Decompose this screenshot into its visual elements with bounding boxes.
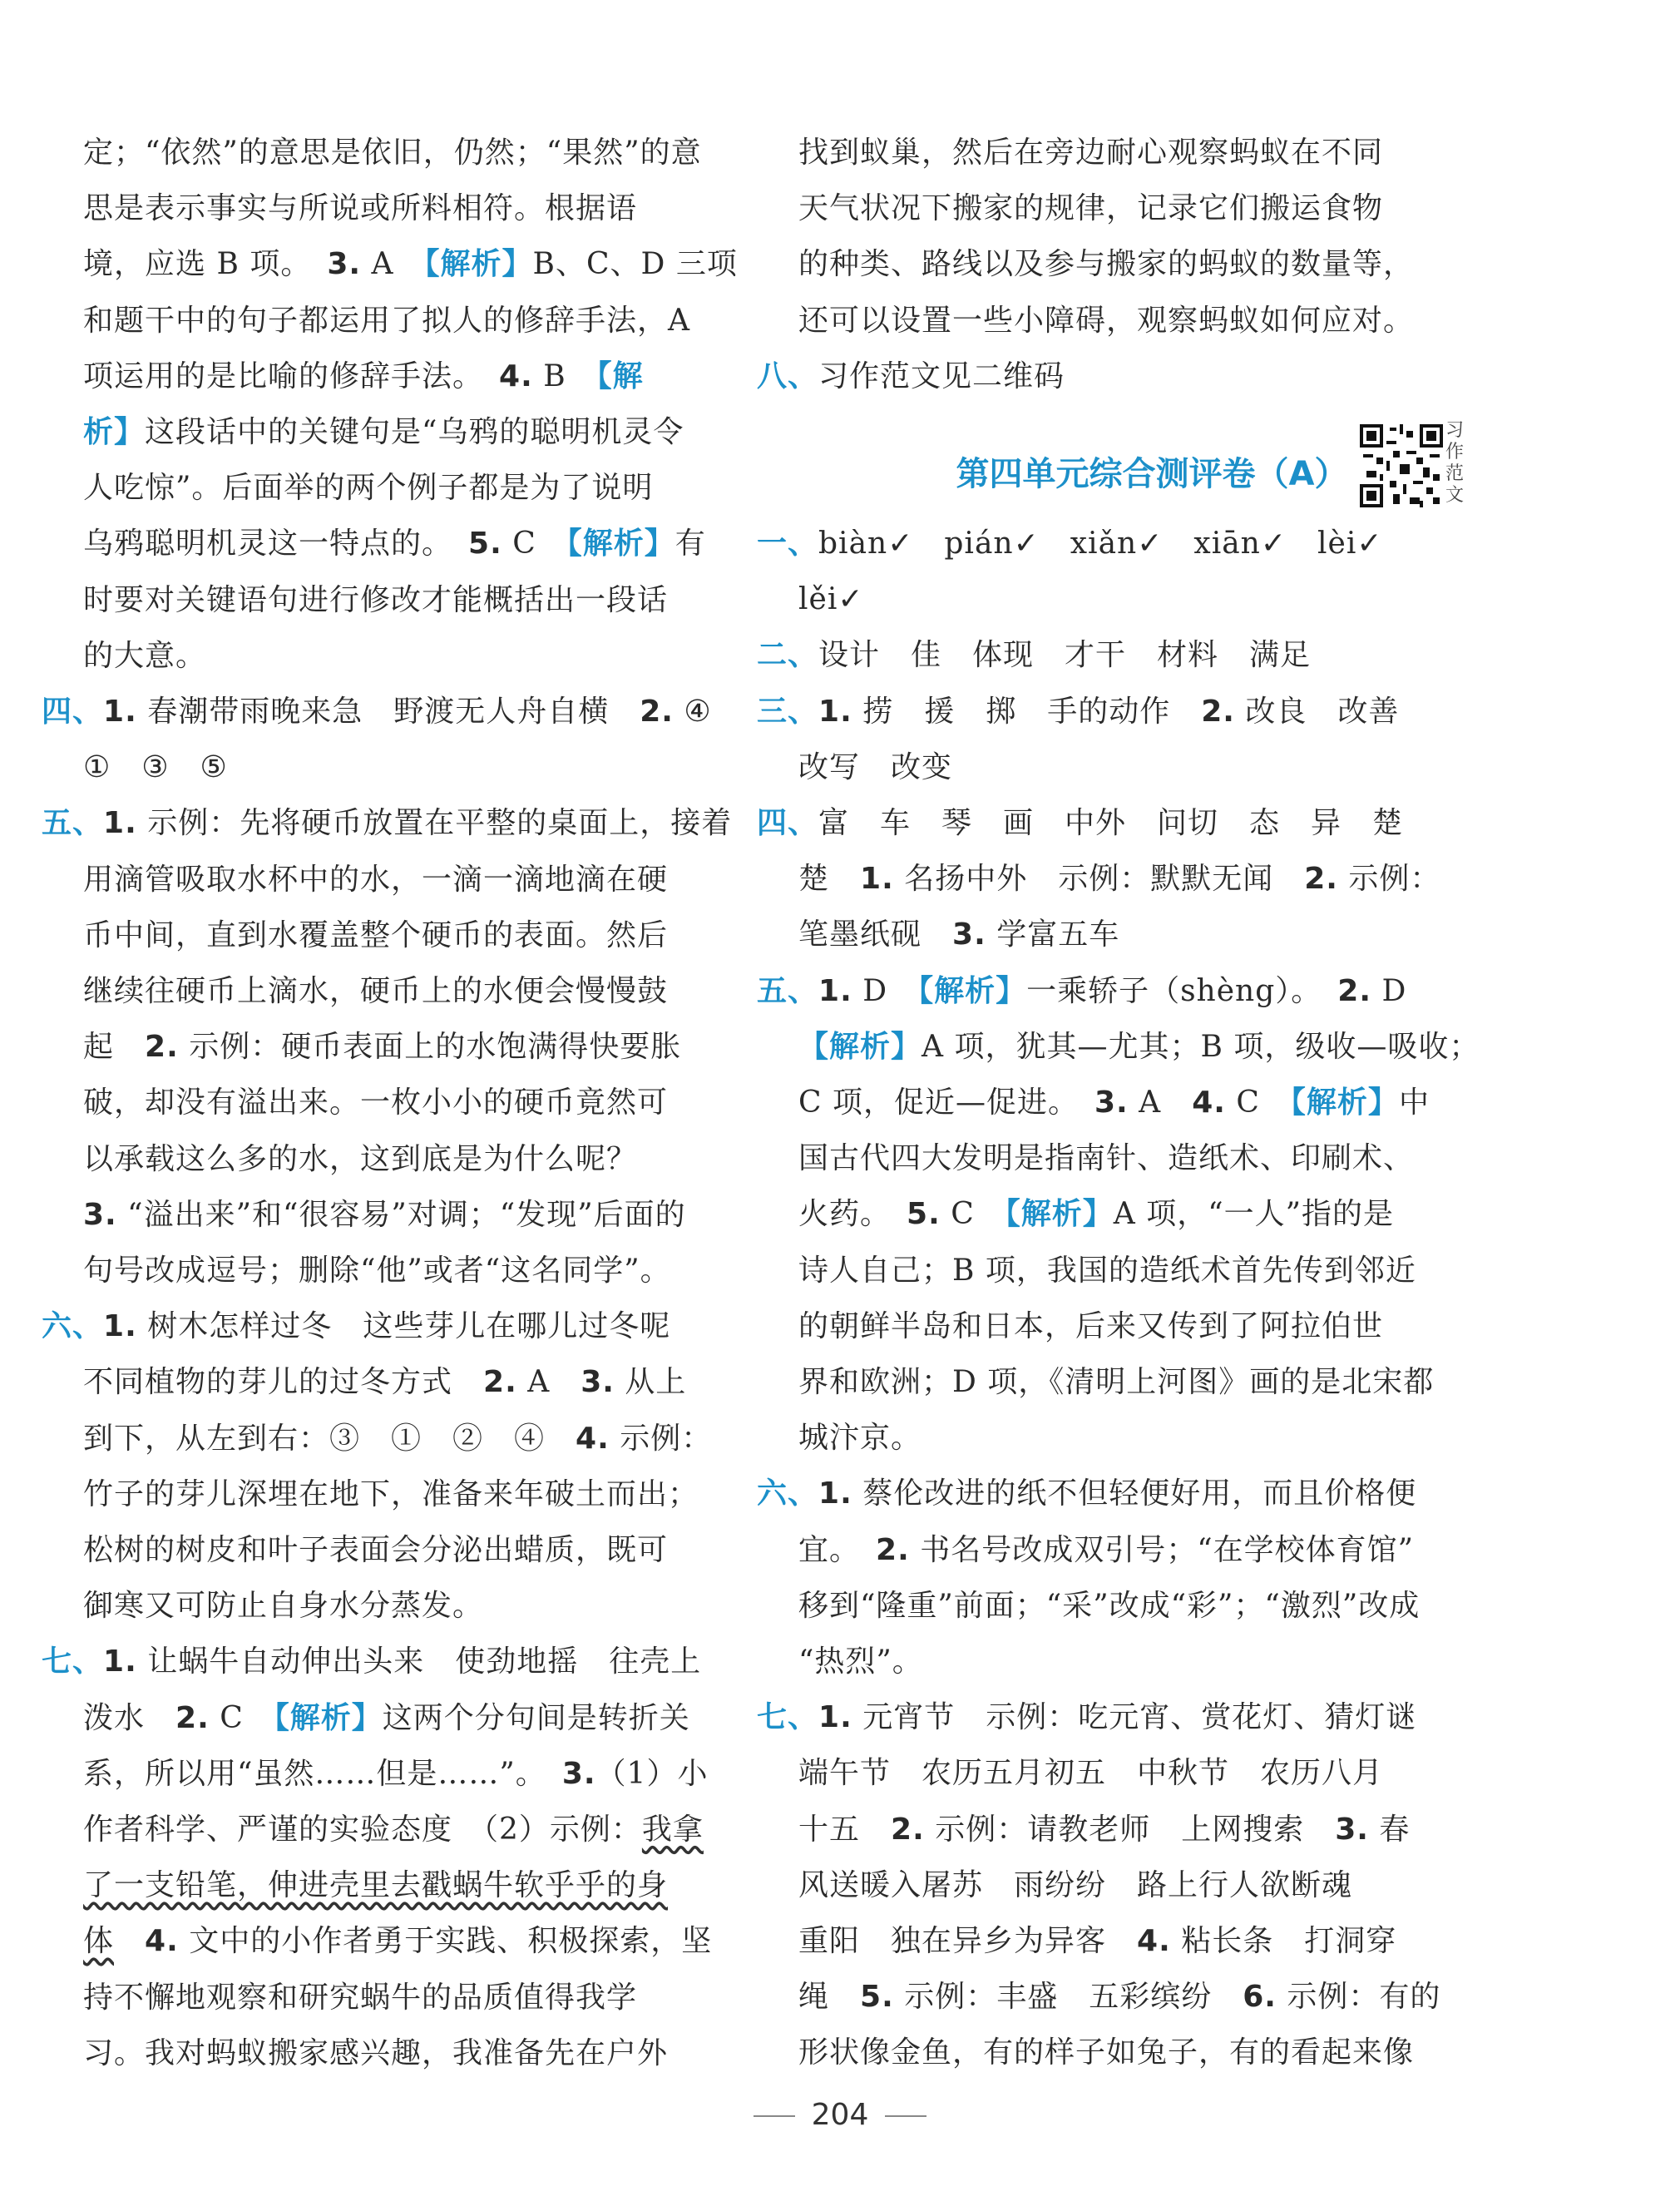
text-span: A <box>516 1365 581 1400</box>
text-span: C 项，促近—促进。 <box>798 1086 1094 1120</box>
text-line <box>83 1921 712 1961</box>
text-span: 移到“隆重”前面；“采”改成“彩”；“激烈”改成 <box>798 1588 1421 1623</box>
qr-code-icon <box>1360 424 1443 507</box>
text-span: D <box>852 973 919 1008</box>
text-span: 楚 <box>798 862 861 897</box>
text-line <box>798 1418 922 1458</box>
text-span: 诗人自己；B 项，我国的造纸术首先传到邻近 <box>798 1253 1416 1288</box>
text-span: A 项，“一人”指的是 <box>1113 1197 1395 1232</box>
item-number: 1. <box>103 806 137 841</box>
text-span: 示例：有的 <box>1276 1980 1441 2015</box>
item-number: 3. <box>952 917 986 952</box>
text-span: 笔墨纸砚 <box>798 917 953 952</box>
text-span: D <box>1371 973 1407 1008</box>
text-line <box>757 804 1403 843</box>
text-span: 用滴管吸取水杯中的水，一滴一滴地滴在硬 <box>83 862 669 897</box>
text-span: 系，所以用“虽然……但是……”。 <box>83 1756 562 1791</box>
item-number: 1. <box>103 695 137 729</box>
page-number-row <box>0 2098 1680 2132</box>
text-span: 作者科学、严谨的实验态度 （2）示例： <box>83 1813 642 1847</box>
page-number: 204 <box>811 2098 869 2132</box>
item-number: 1. <box>818 694 852 729</box>
item-number: 2. <box>876 1532 910 1567</box>
text-span: 定；“依然”的意思是依旧，仍然；“果然”的意 <box>83 136 702 170</box>
section-marker: 一、 <box>757 527 819 561</box>
text-span: “溢出来”和“很容易”对调；“发现”后面的 <box>116 1197 686 1232</box>
text-span: 继续往硬币上滴水，硬币上的水便会慢慢鼓 <box>83 974 669 1008</box>
text-span: 富 车 琴 画 中外 问切 态 异 楚 <box>818 806 1404 840</box>
text-line <box>798 1251 1416 1291</box>
item-number: 1. <box>818 1700 852 1735</box>
text-span: 币中间，直到水覆盖整个硬币的表面。然后 <box>83 917 669 952</box>
text-line <box>83 972 668 1011</box>
text-line <box>42 804 732 843</box>
text-line <box>798 915 1119 955</box>
text-line <box>757 1698 1416 1738</box>
text-span: C <box>1225 1086 1291 1120</box>
text-line <box>83 1140 637 1180</box>
text-line <box>83 1083 668 1123</box>
section-marker: 三、 <box>757 694 819 729</box>
text-line <box>83 1027 681 1067</box>
item-number: 4. <box>145 1924 179 1959</box>
analysis-tag: 【解析】 <box>274 1700 383 1735</box>
item-number: 3. <box>327 247 362 282</box>
text-span: 竹子的芽儿深埋在地下，准备来年破土而出； <box>83 1476 699 1511</box>
text-line <box>83 413 684 453</box>
text-line <box>798 301 1414 341</box>
text-line <box>757 1474 1416 1514</box>
text-line <box>83 357 644 397</box>
analysis-tag: 【解析】 <box>566 527 675 561</box>
section-marker: 四、 <box>757 806 819 840</box>
text-span: “热烈”。 <box>798 1644 923 1679</box>
text-span: 泼水 <box>83 1700 176 1735</box>
text-span: 示例：请教老师 上网搜索 <box>924 1812 1336 1847</box>
text-span: 改写 改变 <box>798 749 953 784</box>
text-span: 示例：硬币表面上的水饱满得快要胀 <box>178 1030 682 1065</box>
text-line <box>798 1810 1410 1850</box>
text-line <box>83 1419 712 1459</box>
item-number: 4. <box>1137 1924 1171 1958</box>
text-line <box>83 2034 668 2074</box>
text-span: 有 <box>674 527 706 561</box>
analysis-tag: 析】 <box>83 415 146 449</box>
text-line <box>757 524 1383 564</box>
analysis-tag: 【解析】 <box>1290 1086 1399 1120</box>
text-span: 树木怎样过冬 这些芽儿在哪儿过冬呢 <box>136 1309 671 1344</box>
text-span: 松树的树皮和叶子表面会分泌出蜡质，既可 <box>83 1533 669 1567</box>
section-title: 第四单元综合测评卷（A） <box>956 455 1348 493</box>
text-span: 还可以设置一些小障碍，观察蚂蚁如何应对。 <box>798 303 1415 338</box>
text-span: 十五 <box>798 1812 892 1847</box>
item-number: 5. <box>860 1980 894 2015</box>
item-number: 2. <box>175 1700 210 1735</box>
item-number: 2. <box>891 1812 925 1847</box>
text-span: 天气状况下搬家的规律，记录它们搬运食物 <box>798 191 1384 226</box>
text-line <box>83 581 668 621</box>
section-marker: 五、 <box>42 806 104 841</box>
analysis-tag: 【解析】 <box>424 247 533 282</box>
text-line <box>83 1586 483 1626</box>
text-line <box>798 1866 1352 1906</box>
text-line <box>83 245 738 284</box>
text-span: 御寒又可防止自身水分蒸发。 <box>83 1589 484 1624</box>
text-span: 示例：丰盛 五彩缤纷 <box>893 1980 1243 2015</box>
text-line <box>83 1195 686 1235</box>
text-line <box>798 1139 1414 1179</box>
text-span: 乌鸦聪明机灵这一特点的。 <box>83 527 469 561</box>
section-marker: 六、 <box>42 1309 104 1344</box>
text-line <box>83 1866 668 1906</box>
text-span: 国古代四大发明是指南针、造纸术、印刷术、 <box>798 1141 1415 1176</box>
text-span: 让蜗牛自动伸出头来 使劲地摇 往壳上 <box>136 1644 702 1679</box>
text-span: ① ③ ⑤ <box>83 750 228 785</box>
analysis-tag: 【解析】 <box>918 973 1027 1008</box>
text-span: 找到蚁巢，然后在旁边耐心观察蚂蚁在不同 <box>798 136 1384 170</box>
item-number: 1. <box>860 862 894 897</box>
text-line <box>83 636 206 676</box>
text-span: C <box>502 527 567 561</box>
text-line <box>83 1810 704 1850</box>
text-span: 破，却没有溢出来。一枚小小的硬币竟然可 <box>83 1086 669 1120</box>
text-line <box>83 1699 690 1738</box>
text-line <box>42 1307 670 1347</box>
analysis-tag: 【解析】 <box>798 1029 922 1064</box>
text-line <box>798 1027 1480 1067</box>
text-line <box>757 692 1399 732</box>
text-span: 体 <box>83 1924 115 1959</box>
text-span: 重阳 独在异乡为异客 <box>798 1924 1138 1958</box>
text-line <box>798 1753 1383 1793</box>
section-marker: 四、 <box>42 695 104 729</box>
text-span: 绳 <box>798 1980 861 2015</box>
text-span: 境，应选 B 项。 <box>83 247 328 282</box>
text-line <box>83 1475 699 1515</box>
text-span: 我拿 <box>641 1813 704 1847</box>
text-span: 示例： <box>609 1421 713 1456</box>
text-span: ④ <box>673 695 712 729</box>
text-span: 一乘轿子（shèng）。 <box>1026 973 1338 1008</box>
text-span: 了一支铅笔，伸进壳里去戳蜗牛软乎乎的身 <box>83 1868 669 1903</box>
text-span: 改良 改善 <box>1234 694 1400 729</box>
text-line <box>83 1251 671 1291</box>
text-span: （1）小 <box>595 1756 709 1791</box>
text-line <box>83 916 668 956</box>
text-line <box>83 748 228 788</box>
text-span: 的种类、路线以及参与搬家的蚂蚁的数量等， <box>798 247 1415 282</box>
text-span: A <box>1128 1086 1193 1120</box>
text-line <box>798 1977 1440 2017</box>
text-line <box>798 1363 1434 1402</box>
text-line <box>757 972 1406 1011</box>
text-span: A 项，犹其—尤其；B 项，级收—吸收； <box>922 1029 1480 1064</box>
item-number: 4. <box>499 359 533 393</box>
item-number: 2. <box>1337 973 1372 1008</box>
text-span: 蔡伦改进的纸不但轻便好用，而且价格便 <box>852 1476 1417 1511</box>
text-line <box>798 1921 1396 1961</box>
item-number: 1. <box>818 1476 852 1511</box>
text-line <box>757 357 1065 397</box>
item-number: 4. <box>1192 1086 1226 1120</box>
text-span: 元宵节 示例：吃元宵、赏花灯、猜灯谜 <box>852 1700 1417 1735</box>
text-span: B、C、D 三项 <box>532 247 738 282</box>
text-span: 设计 佳 体现 才干 材料 满足 <box>818 638 1312 673</box>
text-span: 捞 援 掷 手的动作 <box>852 694 1202 729</box>
text-line <box>798 1194 1394 1234</box>
text-span: 端午节 农历五月初五 中秋节 农历八月 <box>798 1756 1384 1791</box>
text-span <box>114 1924 145 1958</box>
item-number: 3. <box>83 1197 117 1232</box>
text-span: 习。我对蚂蚁搬家感兴趣，我准备先在户外 <box>83 2035 669 2070</box>
text-line <box>83 1754 708 1794</box>
qr-label: 习作范文 <box>1445 420 1465 506</box>
text-line <box>757 636 1311 675</box>
text-line <box>798 189 1383 229</box>
item-number: 1. <box>818 973 852 1008</box>
text-span: 学富五车 <box>986 917 1120 952</box>
text-span: 文中的小作者勇于实践、积极探索，坚 <box>178 1924 713 1959</box>
text-span: 人吃惊”。后面举的两个例子都是为了说明 <box>83 471 654 506</box>
item-number: 3. <box>561 1756 596 1791</box>
item-number: 2. <box>640 695 674 729</box>
text-line <box>798 245 1414 284</box>
text-line <box>798 580 864 620</box>
text-span: 这段话中的关键句是“乌鸦的聪明机灵令 <box>145 415 684 449</box>
text-span: 粘长条 打洞穿 <box>1170 1924 1397 1958</box>
text-span: 不同植物的芽儿的过冬方式 <box>83 1365 484 1400</box>
text-line <box>42 692 712 732</box>
text-span: 书名号改成双引号；“在学校体育馆” <box>909 1532 1415 1567</box>
text-line <box>83 189 637 229</box>
text-line <box>83 860 668 900</box>
item-number: 2. <box>1304 862 1338 897</box>
text-span: 的朝鲜半岛和日本，后来又传到了阿拉伯世 <box>798 1308 1384 1343</box>
text-span: 形状像金鱼，有的样子如兔子，有的看起来像 <box>798 2035 1415 2070</box>
text-span: 到下，从左到右：③ ① ② ④ <box>83 1421 576 1456</box>
text-line <box>798 1307 1383 1347</box>
item-number: 3. <box>581 1365 615 1400</box>
text-span: 名扬中外 示例：默默无闻 <box>893 862 1305 897</box>
text-line <box>83 133 702 173</box>
section-marker: 八、 <box>757 359 819 393</box>
text-line <box>798 748 952 788</box>
section-marker: 六、 <box>757 1476 819 1511</box>
analysis-tag: 【解 <box>596 359 644 393</box>
text-line <box>83 524 706 564</box>
text-span: 春 <box>1368 1812 1411 1847</box>
text-span: 和题干中的句子都运用了拟人的修辞手法，A <box>83 303 690 338</box>
item-number: 2. <box>1201 694 1235 729</box>
section-marker: 五、 <box>757 973 819 1008</box>
text-span: 火药。 <box>798 1197 907 1232</box>
text-span: 时要对关键语句进行修改才能概括出一段话 <box>83 582 669 617</box>
text-line <box>798 2033 1414 2073</box>
analysis-tag: 【解析】 <box>1005 1197 1114 1232</box>
item-number: 4. <box>576 1421 610 1456</box>
text-span: lěi✓ <box>798 582 864 617</box>
section-marker: 二、 <box>757 638 819 673</box>
text-span: 以承载这么多的水，这到底是为什么呢？ <box>83 1141 638 1176</box>
item-number: 3. <box>1335 1812 1369 1847</box>
text-span: 城汴京。 <box>798 1421 922 1456</box>
item-number: 5. <box>468 527 502 561</box>
text-line <box>798 1642 923 1682</box>
text-span: A <box>361 247 425 282</box>
text-span: 项运用的是比喻的修辞手法。 <box>83 359 500 393</box>
text-line <box>83 1531 668 1570</box>
text-span: 的大意。 <box>83 638 207 673</box>
text-span: C <box>940 1197 1006 1232</box>
text-span: 中 <box>1398 1086 1430 1120</box>
text-line <box>83 301 690 341</box>
text-span: C <box>209 1700 274 1735</box>
section-marker: 七、 <box>42 1644 104 1679</box>
text-line <box>798 1586 1420 1626</box>
text-line <box>83 1363 686 1402</box>
section-marker: 七、 <box>757 1700 819 1735</box>
text-span: 春潮带雨晚来急 野渡无人舟自横 <box>136 695 640 729</box>
item-number: 6. <box>1243 1980 1277 2015</box>
text-line <box>83 468 653 508</box>
item-number: 5. <box>907 1197 941 1232</box>
text-span: 习作范文见二维码 <box>818 359 1065 393</box>
text-line <box>798 1083 1430 1123</box>
text-span: 句号改成逗号；删除“他”或者“这名同学”。 <box>83 1254 671 1288</box>
text-span: 示例：先将硬币放置在平整的桌面上，接着 <box>136 806 733 841</box>
item-number: 2. <box>145 1030 179 1065</box>
text-line <box>798 1531 1414 1570</box>
text-span: 风送暖入屠苏 雨纷纷 路上行人欲断魂 <box>798 1867 1353 1902</box>
item-number: 1. <box>103 1309 137 1344</box>
text-span: 这两个分句间是转折关 <box>382 1700 690 1735</box>
text-span: 宜。 <box>798 1532 877 1567</box>
text-span: 示例： <box>1337 862 1441 897</box>
text-span: 思是表示事实与所说或所料相符。根据语 <box>83 191 638 226</box>
text-line <box>798 133 1383 173</box>
item-number: 3. <box>1094 1086 1129 1120</box>
text-line <box>798 859 1440 899</box>
item-number: 2. <box>483 1365 517 1400</box>
text-line <box>42 1642 701 1682</box>
item-number: 1. <box>103 1644 137 1679</box>
text-line <box>83 1978 637 2018</box>
text-span: B <box>532 359 597 393</box>
text-span: biàn✓ pián✓ xiǎn✓ xiān✓ lèi✓ <box>818 527 1383 561</box>
text-span: 起 <box>83 1030 146 1065</box>
text-span: 界和欧洲；D 项，《清明上河图》画的是北宋都 <box>798 1365 1435 1399</box>
text-span: 从上 <box>614 1365 687 1400</box>
text-span: 持不懈地观察和研究蜗牛的品质值得我学 <box>83 1980 638 2015</box>
